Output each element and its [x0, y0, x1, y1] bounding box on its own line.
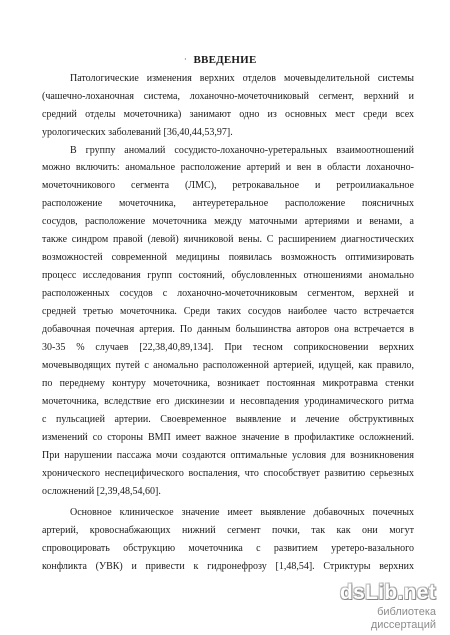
- text-line: расположение мочеточника, антеуретеральное расположение поясничных: [42, 198, 414, 209]
- text-line: спровоцировать обструкцию мочеточника с развитием уретеро-вазального: [42, 543, 414, 554]
- text-line: также синдром правой (левой) яичниковой вены. С расширением диагностических: [42, 234, 414, 245]
- text-line: 30-35 % случаев [22,38,40,89,134]. При тесном соприкосновении верхних: [42, 342, 414, 353]
- dslib-watermark: [318, 581, 436, 631]
- text-line: средней третью мочеточника. Среди таких сосудов наиболее часто встречается: [42, 306, 414, 317]
- text-line: конфликта (УВК) и привести к гидронефрозу [1,48,54]. Стриктуры верхних: [42, 561, 414, 572]
- text-line: добавочная почечная артерия. По данным большинства авторов она встречается в: [42, 324, 414, 335]
- text-line: мочеточника, вследствие его дискинезии и несовпадения уродинамического ритма: [42, 396, 414, 407]
- heading-marker: ·: [184, 55, 187, 64]
- text-line: мочеточникового сегмента (ЛМС), ретрокавальное и ретроилиакальное: [42, 180, 414, 191]
- text-line: хронического неспецифического воспаления, что способствует развитию серьезных: [42, 468, 414, 479]
- text-line: средний отделы мочеточника) занимают одно из основных мест среди всех: [42, 109, 414, 120]
- section-heading: ВВЕДЕНИЕ: [193, 54, 257, 66]
- text-line: с пульсацией артерии. Своевременное выявление и лечение обструктивных: [42, 414, 414, 425]
- text-line: (чашечно-лоханочная система, лоханочно-мочеточниковый сегмент, верхний и: [42, 91, 414, 102]
- text-line: сосудов, расположение мочеточника между маточными артериями и венами, а: [42, 216, 414, 227]
- text-line: по переднему контуру мочеточника, возникает постоянная микротравма стенки: [42, 378, 414, 389]
- text-line: возможностей современной медицины появилась возможность оптимизировать: [42, 252, 414, 263]
- text-line: Основное клиническое значение имеет выявление добавочных почечных: [70, 507, 414, 518]
- dslib-caption: библиотека диссертаций: [370, 606, 436, 631]
- text-line: мочевыводящих путей с аномально расположенной артерией, идущей, как правило,: [42, 360, 414, 371]
- text-line: осложнений [2,39,48,54,60].: [42, 486, 161, 497]
- text-line: процесс исследования групп состояний, обусловленных отношениями аномально: [42, 270, 414, 281]
- text-line: В группу аномалий сосудисто-лоханочно-уретеральных взаимоотношений: [70, 145, 414, 156]
- text-line: При нарушении пассажа мочи создаются оптимальные условия для возникновения: [42, 450, 414, 461]
- text-line: можно включить: аномальное расположение артерий и вен в области лоханочно-: [42, 162, 414, 173]
- text-line: изменений со стороны ВМП имеет важное значение в профилактике осложнений.: [42, 432, 414, 443]
- dslib-logo: dsLib.net: [339, 581, 436, 604]
- text-line: артерий, кровоснабжающих нижний сегмент почки, так как они могут: [42, 525, 414, 536]
- text-line: расположенных сосудов с лоханочно-мочеточниковым сегментом, верхней и: [42, 288, 414, 299]
- text-line: урологических заболеваний [36,40,44,53,97].: [42, 127, 233, 138]
- text-line: Патологические изменения верхних отделов мочевыделительной системы: [70, 73, 414, 84]
